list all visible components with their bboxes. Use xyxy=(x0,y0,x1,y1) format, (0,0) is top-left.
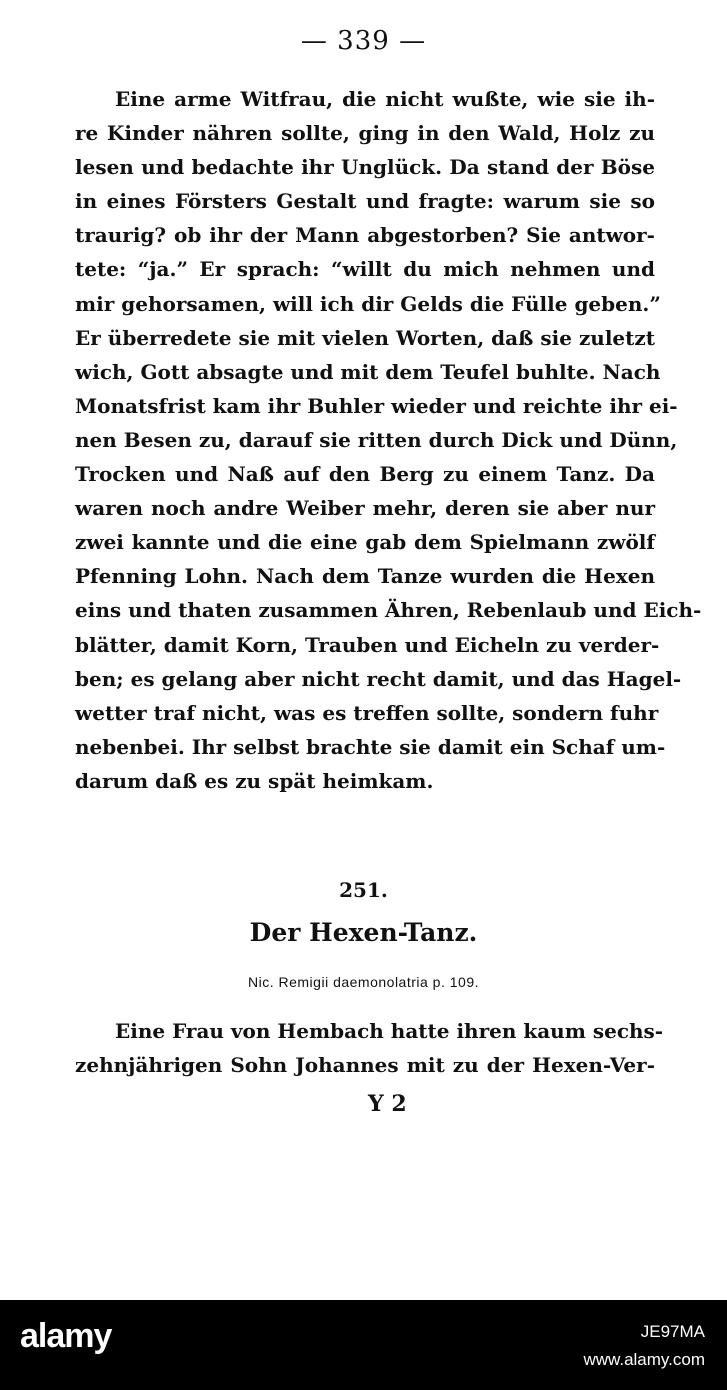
text-line: re Kinder nähren sollte, ging in den Wald, Holz zu xyxy=(75,121,655,146)
section-title: Der Hexen-Tanz. xyxy=(249,918,478,947)
text-line: nebenbei. Ihr selbst brachte sie damit ein Schaf um- xyxy=(75,734,666,759)
section-number: 251. xyxy=(339,878,388,902)
text-line: mir gehorsamen, will ich dir Gelds die Fülle geben.” xyxy=(75,291,661,316)
alamy-logo: alamy xyxy=(20,1317,112,1355)
text-line: waren noch andre Weiber mehr, deren sie aber nur xyxy=(75,496,655,521)
text-line: zwei kannte und die eine gab dem Spielmann zwölf xyxy=(75,530,655,555)
text-line: wich, Gott absagte und mit dem Teufel buhlte. Nach xyxy=(75,359,661,384)
text-line: Eine arme Witfrau, die nicht wußte, wie sie ih- xyxy=(115,87,655,111)
image-id: JE97MA xyxy=(640,1322,705,1341)
text-line: ben; es gelang aber nicht recht damit, und das Hagel- xyxy=(75,666,682,691)
text-line: blätter, damit Korn, Trauben und Eicheln zu verder- xyxy=(75,632,660,657)
text-line: Monatsfrist kam ihr Buhler wieder und reichte ihr ei- xyxy=(75,393,678,418)
paragraph-1 xyxy=(75,82,702,798)
paragraph-2 xyxy=(75,1014,664,1082)
text-line: Trocken und Naß auf den Berg zu einem Tanz. Da xyxy=(75,462,655,487)
watermark-url: www.alamy.com xyxy=(583,1350,705,1369)
page-number-header: — 339 — xyxy=(300,26,427,56)
text-line: nen Besen zu, darauf sie ritten durch Dick und Dünn, xyxy=(75,427,678,452)
text-line: eins und thaten zusammen Ähren, Rebenlaub und Eich- xyxy=(75,598,702,623)
text-line: in eines Försters Gestalt und fragte: warum sie so xyxy=(75,189,655,214)
text-line: traurig? ob ihr der Mann abgestorben? Sie antwor- xyxy=(75,223,655,248)
text-line: Er überredete sie mit vielen Worten, daß sie zuletzt xyxy=(75,325,655,350)
text-line: darum daß es zu spät heimkam. xyxy=(75,768,434,793)
text-line: Eine Frau von Hembach hatte ihren kaum sechs- xyxy=(115,1019,664,1043)
source-citation: Nic. Remigii daemonolatria p. 109. xyxy=(248,974,479,990)
text-line: wetter traf nicht, was es treffen sollte, sondern fuhr xyxy=(75,700,659,725)
printer-signature-mark: Y 2 xyxy=(368,1091,407,1117)
text-line: lesen und bedachte ihr Unglück. Da stand der Böse xyxy=(75,155,655,180)
text-line: tete: “ja.” Er sprach: “willt du mich nehmen und xyxy=(75,257,655,282)
text-line: Pfenning Lohn. Nach dem Tanze wurden die Hexen xyxy=(75,564,655,589)
text-line: zehnjährigen Sohn Johannes mit zu der Hexen-Ver- xyxy=(75,1053,655,1077)
